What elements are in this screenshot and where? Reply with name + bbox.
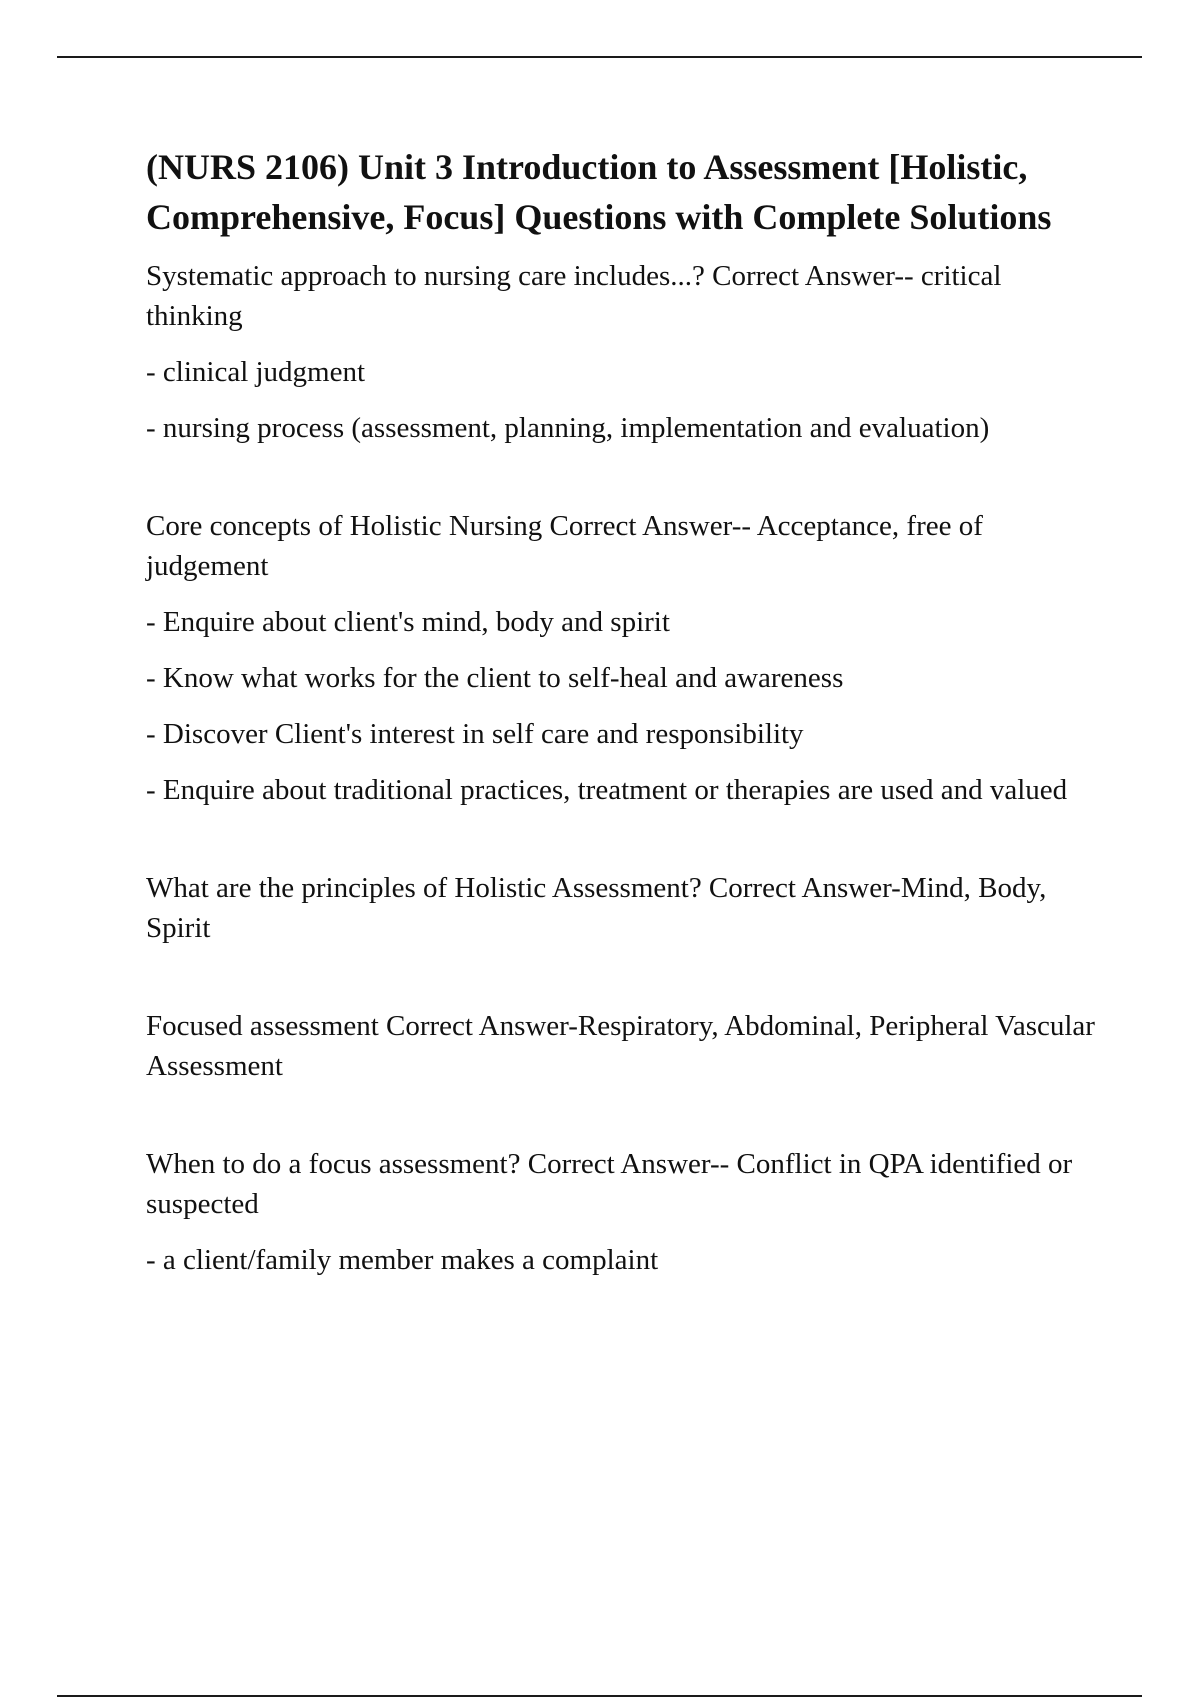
answer-bullet: - nursing process (assessment, planning, implementation and evaluation) [146,412,990,444]
answer-bullet: - clinical judgment [146,356,366,388]
answer-bullet: - a client/family member makes a complaint [146,1244,659,1276]
answer-bullet: - Know what works for the client to self-heal and awareness [146,662,844,694]
document-title: (NURS 2106) Unit 3 Introduction to Assessment [Holistic, Comprehensive, Focus] Questions with Complete Solutions [146,147,1052,237]
qa-item [146,256,1096,448]
qa-item [146,868,1096,948]
qa-item [146,506,1096,810]
document-body [146,142,1101,1280]
bottom-rule [57,1695,1142,1697]
answer-bullet: - Enquire about traditional practices, treatment or therapies are used and valued [146,774,1068,806]
qa-item [146,1144,1096,1280]
question-text: Focused assessment Correct Answer-Respiratory, Abdominal, Peripheral Vascular Assessment [146,1010,1101,1082]
answer-bullet: - Enquire about client's mind, body and spirit [146,606,670,638]
question-text: Systematic approach to nursing care includes...? Correct Answer-- critical thinking [146,260,1009,332]
question-text: What are the principles of Holistic Assessment? Correct Answer-Mind, Body, Spirit [146,872,1054,944]
answer-bullet: - Discover Client's interest in self care and responsibility [146,718,804,750]
question-text: When to do a focus assessment? Correct Answer-- Conflict in QPA identified or suspected [146,1148,1080,1220]
qa-item [146,1006,1101,1086]
question-text: Core concepts of Holistic Nursing Correct Answer-- Acceptance, free of judgement [146,510,991,582]
top-rule [57,56,1142,58]
